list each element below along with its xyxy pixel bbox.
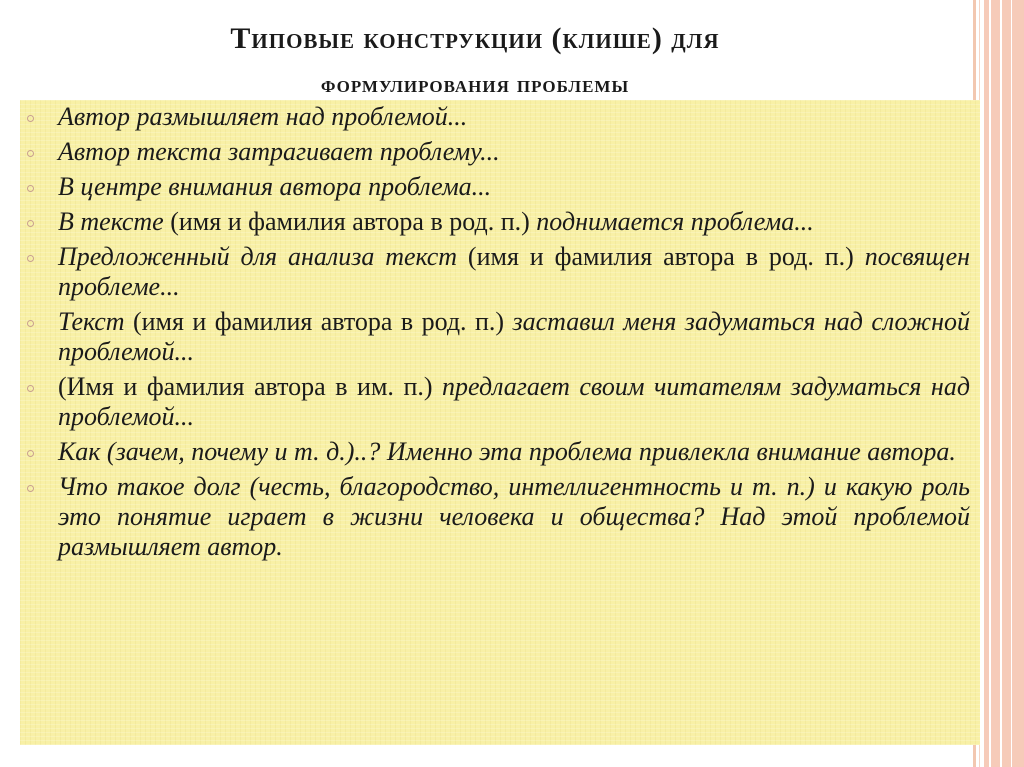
decorative-stripe-line (1000, 0, 1002, 767)
list-item (58, 242, 970, 302)
list-item (58, 172, 970, 202)
phrase-italic-text: В тексте (58, 207, 164, 236)
list-item (58, 102, 970, 132)
circle-bullet-icon (27, 115, 34, 122)
circle-bullet-icon (27, 150, 34, 157)
content-panel (20, 100, 980, 745)
circle-bullet-icon (27, 320, 34, 327)
slide-title (60, 16, 890, 108)
phrase-italic-text: посвящен проблеме... (58, 242, 971, 301)
phrase-italic-text: Что такое долг (честь, благородство, интеллигентность и т. п.) и какую роль это понятие играет в жизни человека и общества? Над этой проблемой размышляет автор. (58, 472, 970, 561)
list-item (58, 307, 970, 367)
phrase-note-text: (имя и фамилия автора в род. п.) (457, 242, 865, 271)
list-item (58, 372, 970, 432)
slide-title-line-1: Типовые конструкции (клише) для (230, 22, 720, 55)
circle-bullet-icon (27, 220, 34, 227)
phrase-italic-text: В центре внимания автора проблема... (58, 172, 492, 201)
phrase-italic-text: Текст (58, 307, 125, 336)
phrase-note-text: (имя и фамилия автора в род. п.) (124, 307, 513, 336)
decorative-stripe-band (984, 0, 1024, 767)
circle-bullet-icon (27, 385, 34, 392)
phrase-italic-text: заставил меня задуматься над сложной проблемой... (58, 307, 970, 366)
phrase-list (58, 102, 970, 567)
list-item (58, 472, 970, 562)
decorative-stripe-line (1011, 0, 1012, 767)
phrase-italic-text: Как (зачем, почему и т. д.)..? Именно эта проблема привлекла внимание автора. (58, 437, 956, 466)
list-item (58, 207, 970, 237)
phrase-italic-text: поднимается проблема... (536, 207, 814, 236)
list-item (58, 137, 970, 167)
phrase-italic-text: Автор текста затрагивает проблему... (58, 137, 500, 166)
phrase-note-text: (имя и фамилия автора в род. п.) (163, 207, 537, 236)
phrase-italic-text: Предложенный для анализа текст (58, 242, 458, 271)
circle-bullet-icon (27, 255, 34, 262)
circle-bullet-icon (27, 485, 34, 492)
circle-bullet-icon (27, 450, 34, 457)
list-item (58, 437, 970, 467)
slide-title-line-2: формулирования проблемы (320, 72, 630, 98)
phrase-note-text: (Имя и фамилия автора в им. п.) (58, 372, 443, 401)
decorative-stripe-line (989, 0, 991, 767)
phrase-italic-text: Автор размышляет над проблемой... (58, 102, 468, 131)
circle-bullet-icon (27, 185, 34, 192)
phrase-italic-text: предлагает своим читателям задуматься над проблемой... (58, 372, 970, 431)
